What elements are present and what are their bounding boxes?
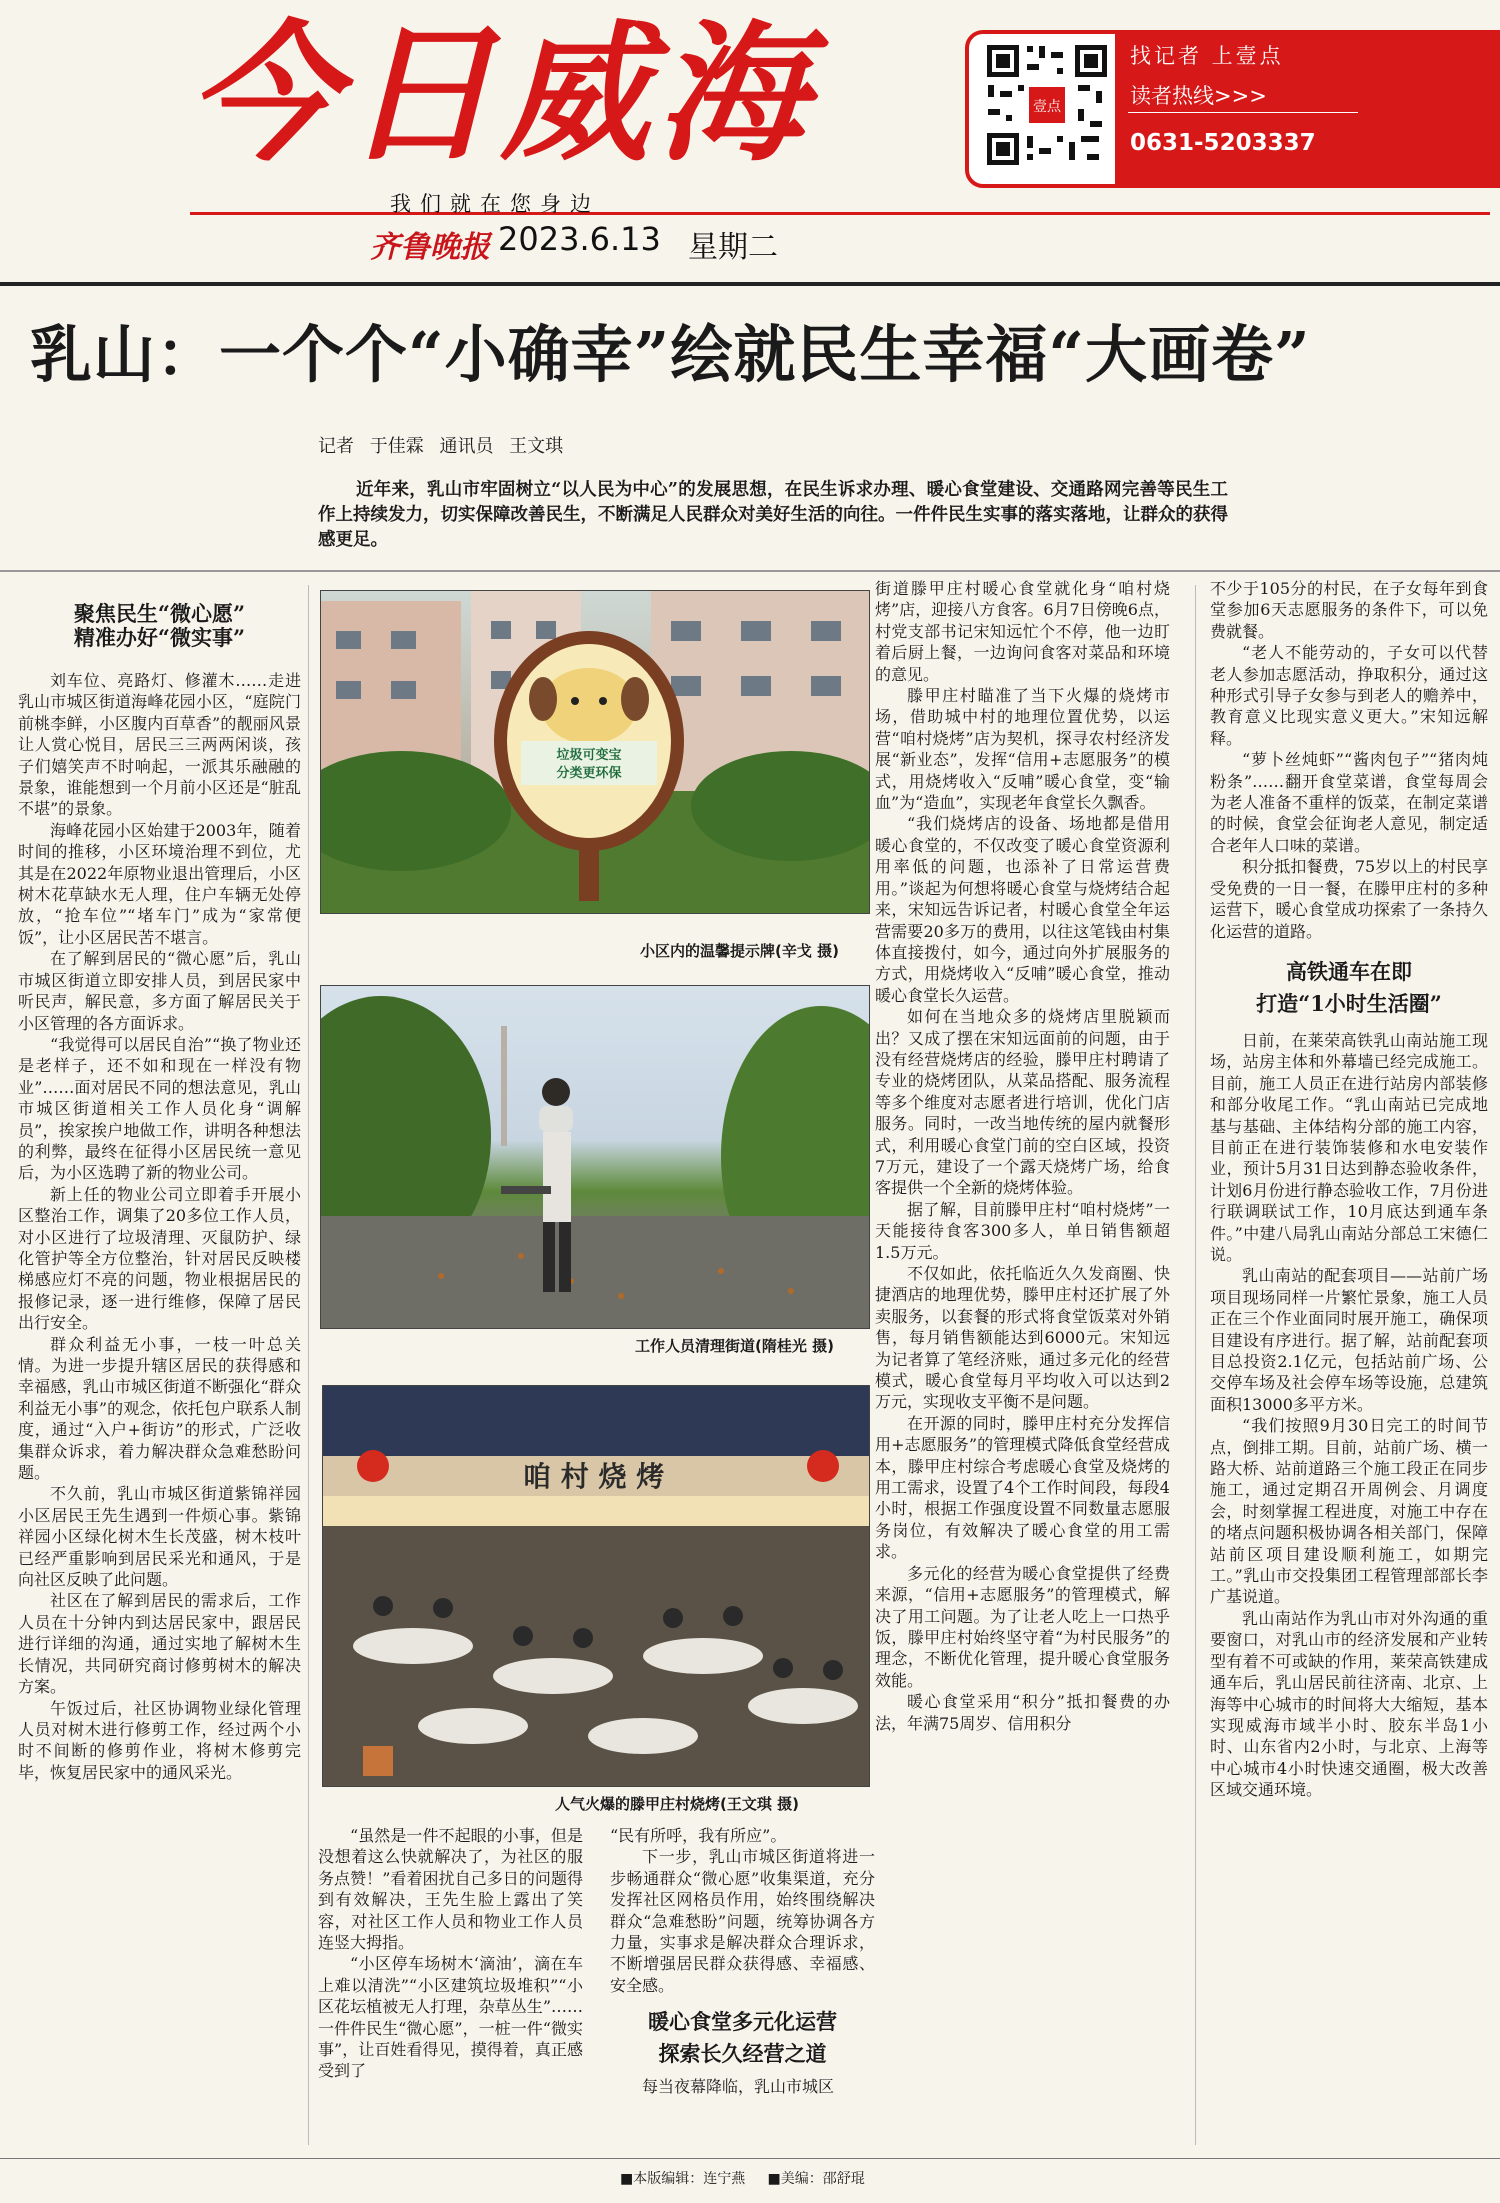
- paragraph: 社区在了解到居民的需求后，工作人员在十分钟内到达居民家中，跟居民进行详细的沟通，通过实地了解树木生长情况，共同研究商讨修剪树木的解决方案。: [18, 1591, 301, 1697]
- paragraph: 日前，在莱荣高铁乳山南站施工现场，站房主体和外幕墙已经完成施工。目前，施工人员正在进行站房内部装修和部分收尾工作。“乳山南站已完成地基与基础、主体结构分部的施工内容，目前正在进行装饰装修和水电安装作业，预计5月31日达到静态验收条件，计划6月份进行静态验收工作，7月份进行联调联试工作，10月底达到通车条件。”中建八局乳山南站分部总工宋德仁说。: [1210, 1030, 1488, 1264]
- paragraph: “我们烧烤店的设备、场地都是借用暖心食堂的，不仅改变了暖心食堂资源利用率低的问题，也添补了日常运营费用。”谈起为何想将暖心食堂与烧烤结合起来，宋知远告诉记者，村暖心食堂全年运营需要20多万的费用，以往这笔钱由村集体直接拨付，如今，通过向外扩展服务的方式，用烧烤收入“反哺”暖心食堂，推动暖心食堂长久运营。: [875, 814, 1170, 1005]
- issue-date: 2023.6.13: [498, 220, 661, 258]
- subhead-3b: 打造“1小时生活圈”: [1256, 990, 1442, 1016]
- masthead-rule: [0, 282, 1500, 286]
- photo-bbq-plaza: [322, 1385, 870, 1787]
- paragraph: 据了解，目前滕甲庄村“咱村烧烤”一天能接待食客300多人，单日销售额超1.5万元。: [875, 1199, 1170, 1262]
- reporter-divider: [1128, 112, 1358, 113]
- paragraph: “我觉得可以居民自治”“换了物业还是老样子，还不如和现在一样没有物业”……面对居民不同的想法意见，乳山市城区街道相关工作人员化身“调解员”，挨家挨户地做工作，讲明各种想法的利弊，最终在征得小区居民统一意见后，为小区选聘了新的物业公司。: [18, 1034, 301, 1183]
- subhead-2a: 暖心食堂多元化运营: [648, 2009, 837, 2035]
- paragraph: “虽然是一件不起眼的小事，但是没想着这么快就解决了，为社区的服务点赞！”看着困扰自己多日的问题得到有效解决，王先生脸上露出了笑容，对社区工作人员和物业工作人员连竖大拇指。: [318, 1826, 583, 1953]
- paragraph: 在了解到居民的“微心愿”后，乳山市城区街道立即安排人员，到居民家中听民声，解民意，多方面了解居民关于小区管理的各方面诉求。: [18, 949, 301, 1033]
- hotline-label: 读者热线>>>: [1130, 84, 1267, 108]
- paragraph: 在开源的同时，滕甲庄村充分发挥信用+志愿服务”的管理模式降低食堂经营成本，滕甲庄村综合考虑暖心食堂及烧烤的用工需求，设置了4个工作时间段，每段4小时，根据工作强度设置不同数量志愿服务岗位，有效解决了暖心食堂的用工需求。: [875, 1413, 1170, 1562]
- masthead-title: 今日威海: [188, 8, 813, 182]
- subhead-3a: 高铁通车在即: [1286, 958, 1412, 984]
- issue-weekday: 星期二: [688, 230, 778, 265]
- masthead-red-rule: [190, 212, 1490, 215]
- subhead-1a: 聚焦民生“微心愿”: [73, 601, 246, 626]
- column-5: [1210, 578, 1488, 2118]
- paragraph: “老人不能劳动的，子女可以代替老人参加志愿活动，挣取积分，通过这种形式引导子女参与到老人的赡养中，教育意义比现实意义更大。”宋知远解释。: [1210, 643, 1488, 748]
- paragraph: “我们按照9月30日完工的时间节点，倒排工期。目前，站前广场、横一路大桥、站前道路三个施工段正在同步施工，通过定期召开周例会、月调度会，时刻掌握工程进度，对施工中存在的堵点问题积极协调各相关部门，保障站前区项目建设顺利施工，如期完工。”乳山市交投集团工程管理部部长李广基说道。: [1210, 1416, 1488, 1607]
- footer-editor: ■本版编辑：连宁燕: [620, 2171, 746, 2187]
- paragraph: 午饭过后，社区协调物业绿化管理人员对树木进行修剪工作，经过两个小时不间断的修剪作业，将树木修剪完毕，恢复居民家中的通风采光。: [18, 1698, 301, 1782]
- photo-community-sign: [320, 590, 870, 914]
- byline: 记者 于佳霖 通讯员 王文琪: [318, 436, 564, 457]
- paragraph: 不久前，乳山市城区街道紫锦祥园小区居民王先生遇到一件烦心事。紫锦祥园小区绿化树木生长茂盛，树木枝叶已经严重影响到居民采光和通风，于是向社区反映了此问题。: [18, 1484, 301, 1590]
- paper-name: 齐鲁晚报: [370, 230, 490, 265]
- paragraph: 乳山南站的配套项目——站前广场项目现场同样一片繁忙景象，施工人员正在三个作业面同时展开施工，确保项目建设有序进行。据了解，站前配套项目总投资2.1亿元，包括站前广场、公交停车场及社会停车场等设施，总建筑面积13000多平方米。: [1210, 1266, 1488, 1414]
- sign-text-1: 垃圾可变宝: [556, 748, 622, 763]
- subhead-1b: 精准办好“微实事”: [73, 625, 246, 650]
- column-3-bottom: [610, 1825, 875, 2135]
- masthead-slogan: 我们就在您身边: [390, 192, 600, 216]
- qr-center-label: 壹点: [1033, 99, 1061, 115]
- qr-code-icon[interactable]: [982, 40, 1112, 170]
- photo-2-caption: 工作人员清理街道(隋桂光 摄): [635, 1337, 834, 1355]
- column-4: [875, 578, 1170, 2133]
- lead-rule: [0, 570, 1500, 572]
- paragraph: 街道滕甲庄村暖心食堂就化身“咱村烧烤”店，迎接八方食客。6月7日傍晚6点，村党支部书记宋知远忙个不停，他一边盯着后厨上餐，一边询问食客对菜品和环境的意见。: [875, 579, 1170, 684]
- subhead-2b: 探索长久经营之道: [658, 2041, 827, 2067]
- bbq-sign-text: 咱 村 烧 烤: [523, 1460, 665, 1493]
- column-1: [18, 598, 301, 2138]
- paragraph: 下一步，乳山市城区街道将进一步畅通群众“微心愿”收集渠道，充分发挥社区网格员作用，始终围绕解决群众“急难愁盼”问题，统筹协调各方力量，实事求是解决群众合理诉求，不断增强居民群众获得感、幸福感、安全感。: [610, 1847, 875, 1995]
- paragraph: 滕甲庄村瞄准了当下火爆的烧烤市场，借助城中村的地理位置优势，以运营“咱村烧烤”店为契机，探寻农村经济发展“新业态”，发挥“信用+志愿服务”的模式，用烧烤收入“反哺”暖心食堂，变“输血”为“造血”，实现老年食堂长久飘香。: [875, 686, 1170, 813]
- lead-paragraph: 近年来，乳山市牢固树立“以人民为中心”的发展思想，在民生诉求办理、暖心食堂建设、交通路网完善等民生工作上持续发力，切实保障改善民生，不断满足人民群众对美好生活的向往。一件件民生实事的落实落地，让群众的获得感更足。: [318, 480, 1228, 550]
- column-rule: [308, 585, 309, 2145]
- photo-1-caption: 小区内的温馨提示牌(辛戈 摄): [640, 942, 839, 960]
- paragraph: “民有所呼，我有所应”。: [610, 1826, 787, 1845]
- photo-3-caption: 人气火爆的滕甲庄村烧烤(王文琪 摄): [555, 1795, 799, 1813]
- column-rule: [1195, 585, 1196, 2145]
- paragraph: 群众利益无小事，一枝一叶总关情。为进一步提升辖区居民的获得感和幸福感，乳山市城区街道不断强化“群众利益无小事”的观念，依托包户联系人制度，通过“入户+街访”的形式，广泛收集群众诉求，着力解决群众急难愁盼问题。: [18, 1334, 301, 1483]
- paragraph: 每当夜幕降临，乳山市城区: [642, 2077, 835, 2097]
- paragraph: 新上任的物业公司立即着手开展小区整治工作，调集了20多位工作人员，对小区进行了垃圾清理、灭鼠防护、绿化管护等全方位整治，针对居民反映楼梯感应灯不亮的问题，物业根据居民的报修记录，逐一进行维修，保障了居民出行安全。: [18, 1184, 301, 1333]
- paragraph: 如何在当地众多的烧烤店里脱颖而出？又成了摆在宋知远面前的问题，由于没有经营烧烤店的经验，滕甲庄村聘请了专业的烧烤团队，从菜品搭配、服务流程等多个维度对志愿者进行培训，优化门店服务。同时，一改当地传统的屋内就餐形式，利用暖心食堂门前的空白区域，投资7万元，建设了一个露天烧烤广场，给食客提供一个全新的烧烤体验。: [875, 1007, 1170, 1198]
- photo-street-cleaning: [320, 985, 870, 1329]
- hotline-phone: 0631-5203337: [1130, 130, 1316, 156]
- column-2-bottom: [318, 1825, 583, 2135]
- paragraph: 暖心食堂采用“积分”抵扣餐费的办法，年满75周岁、信用积分: [875, 1692, 1170, 1733]
- paragraph: 多元化的经营为暖心食堂提供了经费来源，“信用+志愿服务”的管理模式，解决了用工问题。为了让老人吃上一口热乎饭，滕甲庄村始终坚守着“为村民服务”的理念，不断优化管理，提升暖心食堂服务效能。: [875, 1563, 1170, 1690]
- paragraph: “萝卜丝炖虾”“酱肉包子”“猪肉炖粉条”……翻开食堂菜谱，食堂每周会为老人准备不重样的饭菜，在制定菜谱的时候，食堂会征询老人意见，制定适合老年人口味的菜谱。: [1210, 750, 1488, 855]
- paragraph: 不仅如此，依托临近久久发商圈、快捷酒店的地理优势，滕甲庄村还扩展了外卖服务，以套餐的形式将食堂饭菜对外销售，每月销售额能达到6000元。宋知远为记者算了笔经济账，通过多元化的经营模式，暖心食堂每月平均收入可以达到2万元，实现收支平衡不是问题。: [875, 1264, 1170, 1412]
- paragraph: 不少于105分的村民，在子女每年到食堂参加6天志愿服务的条件下，可以免费就餐。: [1210, 579, 1488, 641]
- headline: 乳山：一个个“小确幸”绘就民生幸福“大画卷”: [30, 318, 1311, 391]
- find-reporter-label: 找记者 上壹点: [1130, 44, 1284, 68]
- paragraph: 积分抵扣餐费，75岁以上的村民享受免费的一日一餐，在滕甲庄村的多种运营下，暖心食堂成功探索了一条持久化运营的道路。: [1210, 857, 1488, 941]
- paragraph: “小区停车场树木‘滴油’，滴在车上难以清洗”“小区建筑垃圾堆积”“小区花坛植被无人打理，杂草丛生”……一件件民生“微心愿”，一桩一件“微实事”，让百姓看得见，摸得着，真正感受到了: [318, 1954, 583, 2081]
- footer-designer: ■美编：邵舒琨: [767, 2171, 865, 2187]
- footer-rule: [0, 2158, 1500, 2159]
- paragraph: 海峰花园小区始建于2003年，随着时间的推移，小区环境治理不到位，尤其是在2022年原物业退出管理后，小区树木花草缺水无人理，住户车辆无处停放，“抢车位”“堵车门”成为“家常便饭”，让小区居民苦不堪言。: [18, 820, 301, 947]
- footer: [620, 2168, 865, 2188]
- paragraph: 乳山南站作为乳山市对外沟通的重要窗口，对乳山市的经济发展和产业转型有着不可或缺的作用，莱荣高铁建成通车后，乳山居民前往济南、北京、上海等中心城市的时间将大大缩短，基本实现威海市域半小时、胶东半岛1小时、山东省内2小时，与北京、上海等中心城市4小时快速交通圈，极大改善区域交通环境。: [1210, 1608, 1488, 1800]
- sign-text-2: 分类更环保: [556, 766, 622, 781]
- paragraph: 刘车位、亮路灯、修灌木……走进乳山市城区街道海峰花园小区，“庭院门前桃李鲜，小区腹内百草香”的靓丽风景让人赏心悦目，居民三三两两闲谈，孩子们嬉笑声不时响起，一派其乐融融的景象，谁能想到一个月前小区还是“脏乱不堪”的景象。: [18, 671, 301, 819]
